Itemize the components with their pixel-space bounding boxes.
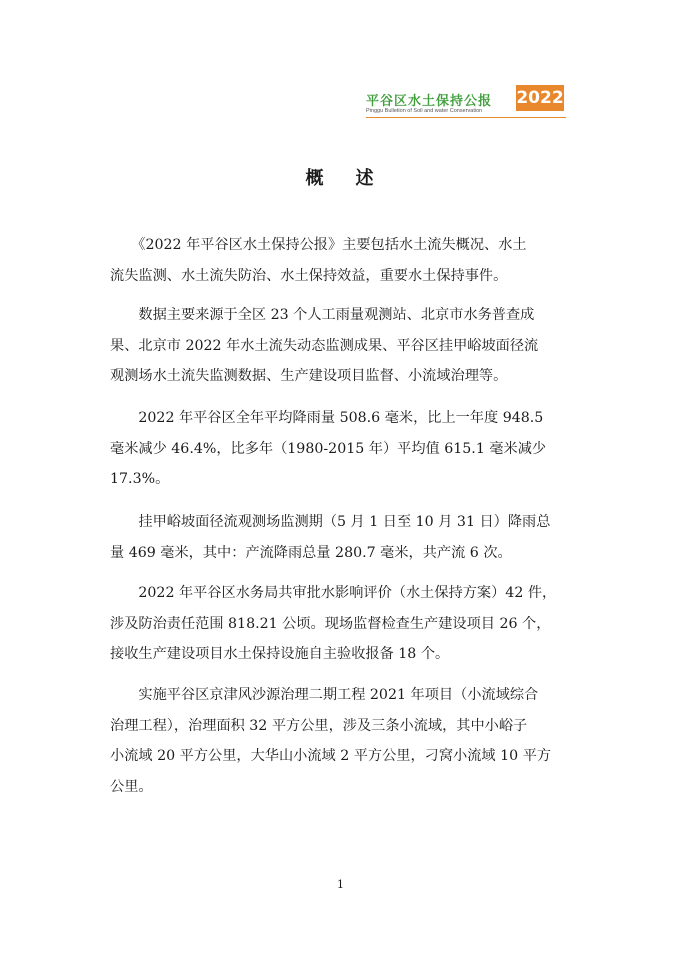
paragraph-line: 小流域 20 平方公里，大华山小流域 2 平方公里，刁窝小流域 10 平方 [110, 748, 552, 764]
paragraph-line: 实施平谷区京津风沙源治理二期工程 2021 年项目（小流域综合 [110, 687, 539, 703]
bulletin-year-badge: 2022 [516, 85, 564, 111]
paragraph-line: 《2022 年平谷区水土保持公报》主要包括水土流失概况、水土 [110, 237, 527, 253]
paragraph-rainfall [110, 403, 572, 495]
paragraph-line: 涉及防治责任范围 818.21 公顷。现场监督检查生产建设项目 26 个， [110, 615, 551, 632]
page-title-char-1: 概 [305, 168, 326, 189]
paragraph-line: 公里。 [110, 778, 153, 795]
bulletin-subtitle: Pinggu Bulletion of Soil and water Conservation [366, 108, 483, 114]
paragraph-line: 17.3%。 [110, 471, 170, 487]
paragraph-line: 数据主要来源于全区 23 个人工雨量观测站、北京市水务普查成 [110, 307, 535, 323]
page-number: 1 [337, 878, 344, 891]
page-title [0, 164, 681, 190]
paragraph-line: 2022 年平谷区水务局共审批水影响评价（水土保持方案）42 件， [110, 585, 557, 601]
paragraph-runoff-monitoring [110, 507, 572, 568]
paragraph-line: 流失监测、水土流失防治、水土保持效益，重要水土保持事件。 [110, 267, 508, 284]
paragraph-line: 观测场水土流失监测数据、生产建设项目监督、小流域治理等。 [110, 368, 508, 384]
paragraph-line: 接收生产建设项目水土保持设施自主验收报备 18 个。 [110, 646, 450, 662]
paragraph-approvals [110, 578, 572, 670]
paragraph-line: 量 469 毫米，其中：产流降雨总量 280.7 毫米，共产流 6 次。 [110, 544, 512, 561]
paragraph-overview [110, 230, 572, 291]
paragraph-watershed-project [110, 680, 572, 802]
page-title-char-2: 述 [355, 168, 376, 189]
header-divider [366, 117, 566, 118]
paragraph-line: 挂甲峪坡面径流观测场监测期（5 月 1 日至 10 月 31 日）降雨总 [110, 514, 551, 530]
paragraph-line: 毫米减少 46.4%，比多年（1980-2015 年）平均值 615.1 毫米减少 [110, 440, 547, 457]
bulletin-header [366, 84, 566, 124]
bulletin-title: 平谷区水土保持公报 [366, 94, 493, 109]
paragraph-line: 2022 年平谷区全年平均降雨量 508.6 毫米，比上一年度 948.5 [110, 410, 544, 426]
paragraph-line: 治理工程），治理面积 32 平方公里，涉及三条小流域，其中小峪子 [110, 717, 528, 734]
paragraph-data-sources [110, 300, 572, 392]
paragraph-line: 果、北京市 2022 年水土流失动态监测成果、平谷区挂甲峪坡面径流 [110, 337, 539, 354]
